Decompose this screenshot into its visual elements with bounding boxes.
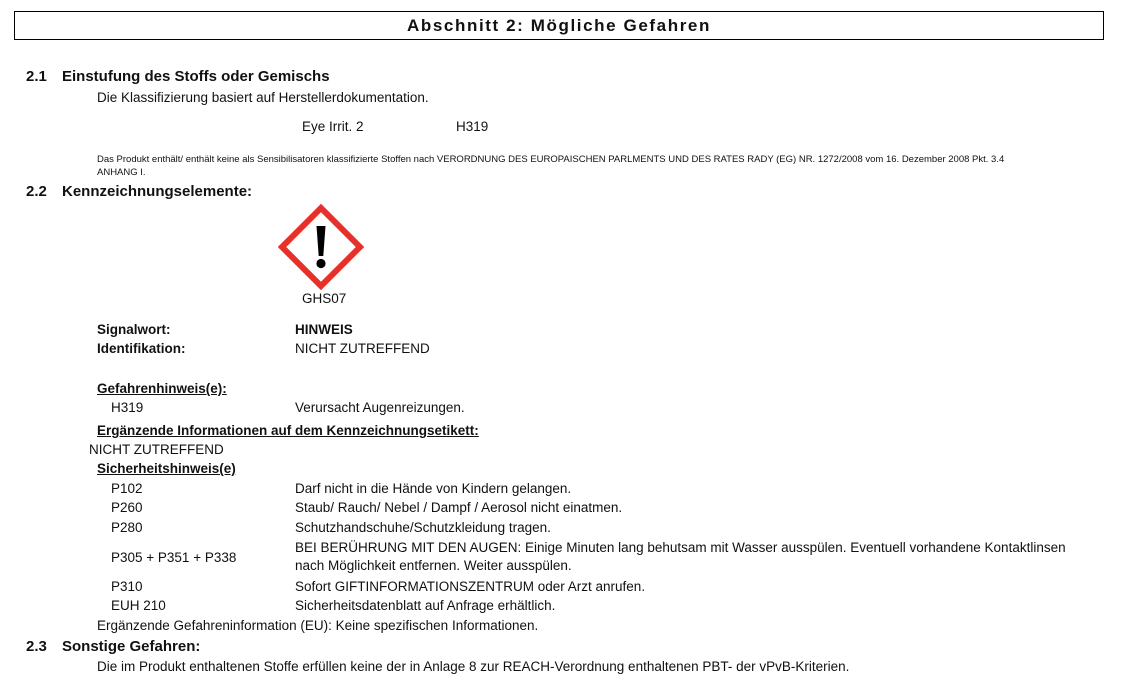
precaution-code: P305 + P351 + P338 — [111, 550, 237, 565]
identification-label: Identifikation: — [97, 341, 186, 356]
classification-code: H319 — [456, 119, 489, 134]
precaution-code: P310 — [111, 579, 143, 594]
precaution-text: Staub/ Rauch/ Nebel / Dampf / Aerosol nicht einatmen. — [295, 500, 623, 515]
precaution-text: Darf nicht in die Hände von Kindern gelangen. — [295, 481, 572, 496]
precaution-code: P102 — [111, 481, 143, 496]
precaution-code: P260 — [111, 500, 143, 515]
section-title-box — [14, 11, 1104, 40]
supplemental-info-value: NICHT ZUTREFFEND — [89, 442, 224, 457]
section-2-3-number: 2.3 — [26, 638, 47, 655]
section-2-1-title: Einstufung des Stoffs oder Gemischs — [62, 68, 330, 85]
hazard-code: H319 — [111, 400, 144, 415]
precaution-text: BEI BERÜHRUNG MIT DEN AUGEN: Einige Minuten lang behutsam mit Wasser ausspülen. Eventuell vorhandene Kontaktlinsen — [295, 540, 1066, 555]
hazard-text: Verursacht Augenreizungen. — [295, 400, 465, 415]
signal-word-value: HINWEIS — [295, 322, 353, 337]
hazard-statements-heading: Gefahrenhinweis(e): — [97, 381, 227, 396]
precautionary-statements-heading: Sicherheitshinweis(e) — [97, 461, 236, 476]
sensitizer-note-line1: Das Produkt enthält/ enthält keine als Sensibilisatoren klassifizierte Stoffen nach VERORDNUNG DES EUROPAISCHEN PARLMENTS UND DES RATES RADY (EG) NR. 1272/2008 vom 16. Dezember 2008 Pkt. 3.4 — [97, 154, 1005, 165]
classification-basis: Die Klassifizierung basiert auf Herstellerdokumentation. — [97, 90, 429, 105]
page-title: Abschnitt 2: Mögliche Gefahren — [407, 15, 711, 35]
sensitizer-note-line2: ANHANG I. — [97, 167, 146, 178]
section-2-2-title: Kennzeichnungselemente: — [62, 183, 253, 200]
precaution-code: EUH 210 — [111, 598, 166, 613]
ghs07-exclamation-icon — [278, 204, 364, 290]
section-2-2-number: 2.2 — [26, 183, 47, 200]
section-2-3-title: Sonstige Gefahren: — [62, 638, 201, 655]
precaution-text: Schutzhandschuhe/Schutzkleidung tragen. — [295, 520, 551, 535]
supplemental-info-heading: Ergänzende Informationen auf dem Kennzeichnungsetikett: — [97, 423, 479, 438]
signal-word-label: Signalwort: — [97, 322, 171, 337]
precaution-text: Sicherheitsdatenblatt auf Anfrage erhältlich. — [295, 598, 556, 613]
precaution-text: Sofort GIFTINFORMATIONSZENTRUM oder Arzt anrufen. — [295, 579, 646, 594]
precaution-text-continued: nach Möglichkeit entfernen. Weiter ausspülen. — [295, 558, 572, 573]
identification-value: NICHT ZUTREFFEND — [295, 341, 430, 356]
eu-hazard-info: Ergänzende Gefahreninformation (EU): Keine spezifischen Informationen. — [97, 618, 539, 633]
other-hazards-text: Die im Produkt enthaltenen Stoffe erfüllen keine der in Anlage 8 zur REACH-Verordnung enthaltenen PBT- der vPvB-Kriterien. — [97, 659, 850, 674]
section-2-1-number: 2.1 — [26, 68, 47, 85]
pictogram-label: GHS07 — [302, 291, 347, 306]
classification-category: Eye Irrit. 2 — [302, 119, 364, 134]
precaution-code: P280 — [111, 520, 143, 535]
